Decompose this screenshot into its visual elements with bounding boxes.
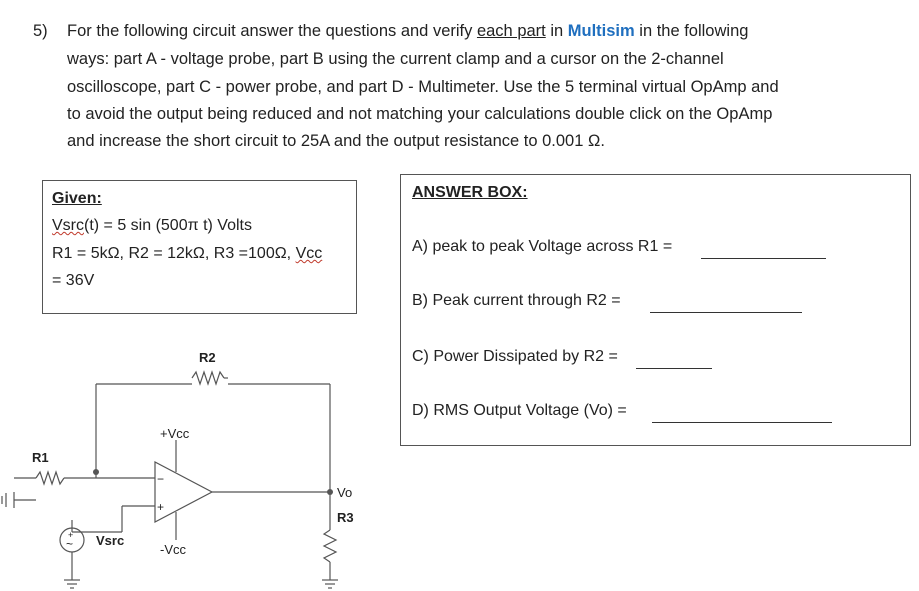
opamp-plus-sign: + bbox=[157, 500, 165, 514]
given-vsrc-word: Vsrc bbox=[52, 217, 84, 234]
opamp-minus-sign: − bbox=[157, 472, 165, 486]
given-vcc-value: = 36V bbox=[52, 272, 95, 289]
r2-resistor bbox=[192, 372, 224, 384]
answer-b-label: B) Peak current through R2 = bbox=[412, 292, 621, 309]
each-part-link: each part bbox=[476, 22, 546, 40]
question-line-1-c: in the following bbox=[634, 22, 749, 40]
question-number: 5) bbox=[33, 22, 48, 40]
vo-label: Vo bbox=[337, 485, 353, 500]
sine-wave-icon: ~ bbox=[66, 537, 74, 551]
vsrc-label: Vsrc bbox=[96, 533, 125, 548]
r2-label: R2 bbox=[199, 350, 216, 365]
answer-c-label: C) Power Dissipated by R2 = bbox=[412, 348, 618, 365]
given-vcc-word: Vcc bbox=[295, 245, 323, 262]
node-dot-out bbox=[327, 489, 333, 495]
source-plus-sign: + bbox=[68, 530, 74, 540]
vcc-neg-label: -Vcc bbox=[160, 542, 186, 557]
r3-label: R3 bbox=[337, 510, 354, 525]
r3-resistor bbox=[324, 530, 336, 562]
question-line-1-a: For the following circuit answer the questions and verify bbox=[67, 22, 477, 40]
answer-a-label: A) peak to peak Voltage across R1 = bbox=[412, 238, 673, 255]
answer-d-label: D) RMS Output Voltage (Vo) = bbox=[412, 402, 627, 419]
question-line-1-b: in bbox=[545, 22, 568, 40]
given-title: Given: bbox=[52, 190, 102, 207]
multisim-brand: Multisim bbox=[567, 22, 635, 40]
question-line-4: to avoid the output being reduced and not matching your calculations double click on the OpAmp bbox=[67, 105, 773, 123]
given-vsrc-rest: (t) = 5 sin (500π t) Volts bbox=[84, 217, 252, 234]
question-line-3: oscilloscope, part C - power probe, and part D - Multimeter. Use the 5 terminal virtual OpAmp and bbox=[67, 78, 779, 96]
r1-label: R1 bbox=[32, 450, 49, 465]
r1-resistor bbox=[36, 472, 64, 484]
question-line-2: ways: part A - voltage probe, part B using the current clamp and a cursor on the 2-channel bbox=[67, 50, 724, 68]
given-resistors: R1 = 5kΩ, R2 = 12kΩ, R3 =100Ω, bbox=[52, 245, 296, 262]
answer-box-title: ANSWER BOX: bbox=[412, 184, 528, 201]
vcc-pos-label: +Vcc bbox=[160, 426, 190, 441]
question-line-5: and increase the short circuit to 25A and the output resistance to 0.001 Ω. bbox=[67, 132, 605, 150]
node-dot-inv bbox=[93, 469, 99, 475]
